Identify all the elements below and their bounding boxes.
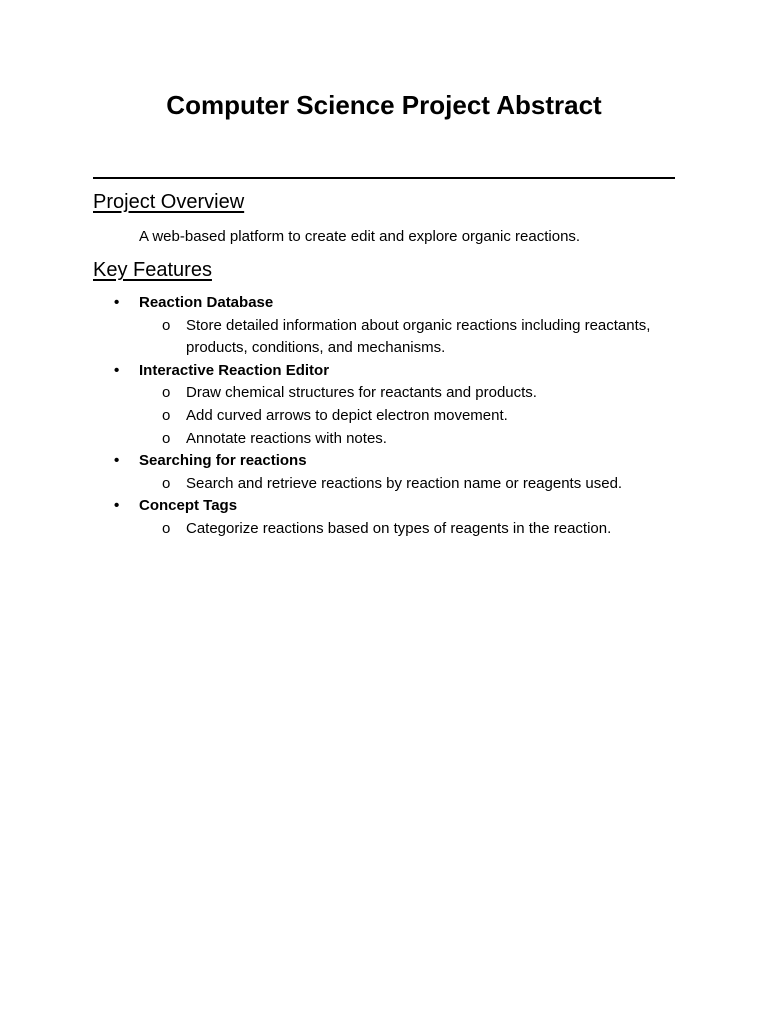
feature-item xyxy=(0,360,768,450)
feature-detail-text: Categorize reactions based on types of reagents in the reaction. xyxy=(186,519,612,537)
feature-detail xyxy=(0,382,768,405)
circle-bullet-icon: o xyxy=(162,384,171,402)
feature-row xyxy=(0,495,768,518)
circle-bullet-icon: o xyxy=(162,474,171,492)
project-overview-text: A web-based platform to create edit and explore organic reactions. xyxy=(139,228,581,245)
feature-item xyxy=(0,450,768,495)
feature-details-list xyxy=(0,473,768,496)
horizontal-rule xyxy=(93,177,675,179)
feature-title: Searching for reactions xyxy=(139,452,307,470)
bullet-icon: • xyxy=(114,452,120,470)
bullet-icon: • xyxy=(114,361,120,379)
feature-details-list xyxy=(0,382,768,450)
circle-bullet-icon: o xyxy=(162,429,171,447)
bullet-icon: • xyxy=(114,497,120,515)
circle-bullet-icon: o xyxy=(162,316,171,334)
feature-detail-text: Add curved arrows to depict electron movement. xyxy=(186,406,508,424)
feature-detail-text: Search and retrieve reactions by reaction name or reagents used. xyxy=(186,474,623,492)
feature-details-list xyxy=(0,518,768,541)
feature-detail xyxy=(0,405,768,428)
feature-title: Interactive Reaction Editor xyxy=(139,361,330,379)
feature-detail xyxy=(0,315,768,360)
feature-detail-text: Draw chemical structures for reactants and products. xyxy=(186,384,537,402)
circle-bullet-icon: o xyxy=(162,406,171,424)
feature-detail-text: Store detailed information about organic reactions including reactants, products, conditions, and mechanisms. xyxy=(186,316,651,357)
feature-title: Reaction Database xyxy=(139,294,274,311)
feature-row xyxy=(0,450,768,473)
feature-detail xyxy=(0,428,768,451)
bullet-icon: • xyxy=(114,294,120,311)
feature-row xyxy=(0,292,768,315)
feature-details-list xyxy=(0,315,768,360)
project-overview-heading: Project Overview xyxy=(93,191,245,213)
feature-item xyxy=(0,292,768,360)
feature-title: Concept Tags xyxy=(139,497,238,515)
key-features-list xyxy=(0,292,768,541)
feature-detail xyxy=(0,518,768,541)
key-features-heading: Key Features xyxy=(93,259,212,281)
circle-bullet-icon: o xyxy=(162,519,171,537)
feature-row xyxy=(0,360,768,383)
feature-item xyxy=(0,495,768,540)
feature-detail xyxy=(0,473,768,496)
document-title: Computer Science Project Abstract xyxy=(166,90,602,120)
feature-detail-text: Annotate reactions with notes. xyxy=(186,429,387,447)
